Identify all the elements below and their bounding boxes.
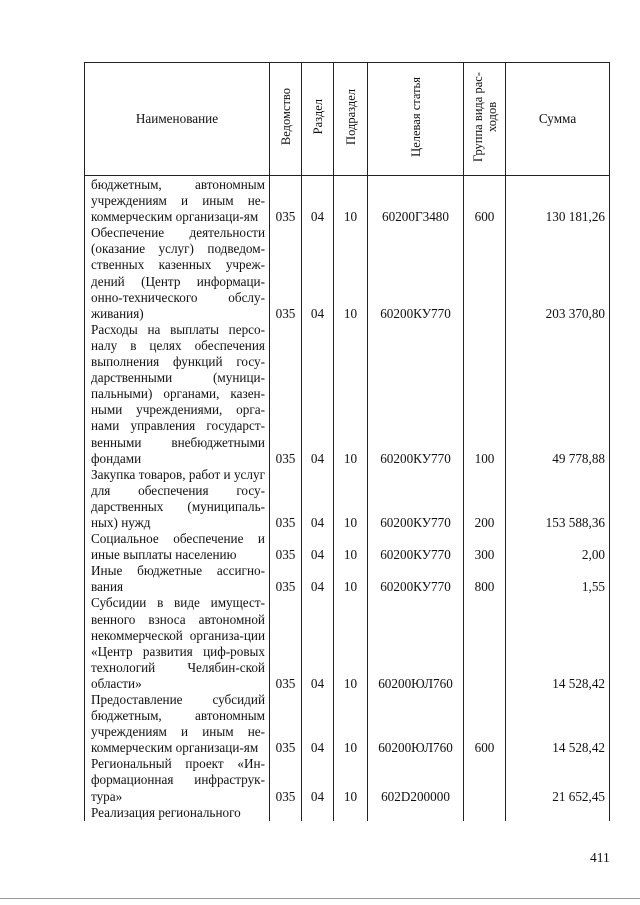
cell-gruppa xyxy=(464,805,506,821)
cell-podrazdel: 10 xyxy=(334,176,368,226)
table-body xyxy=(85,176,610,821)
cell-gruppa: 600 xyxy=(464,692,506,756)
table-row xyxy=(85,756,610,804)
cell-vedomstvo: 035 xyxy=(270,467,302,531)
cell-summa: 21 652,45 xyxy=(506,756,610,804)
table-header xyxy=(85,63,610,176)
bottom-divider xyxy=(0,898,640,899)
cell-summa: 130 181,26 xyxy=(506,176,610,226)
cell-celevaya-statya: 60200ЮЛ760 xyxy=(368,595,464,692)
cell-name: Реализация регионального xyxy=(85,805,270,821)
table-row xyxy=(85,225,610,322)
cell-name: бюджетным, автономным учреждениям и иным не-коммерческим организаци-ям xyxy=(85,176,270,226)
cell-celevaya-statya xyxy=(368,805,464,821)
cell-razdel: 04 xyxy=(302,467,334,531)
cell-name: Региональный проект «Ин-формационная инфраструк-тура» xyxy=(85,756,270,804)
cell-gruppa: 600 xyxy=(464,176,506,226)
cell-vedomstvo: 035 xyxy=(270,692,302,756)
cell-vedomstvo: 035 xyxy=(270,225,302,322)
budget-table xyxy=(84,62,610,821)
cell-summa: 14 528,42 xyxy=(506,692,610,756)
cell-podrazdel: 10 xyxy=(334,225,368,322)
cell-celevaya-statya: 60200КУ770 xyxy=(368,467,464,531)
table-row xyxy=(85,692,610,756)
header-vedomstvo: Ведомство xyxy=(270,63,302,176)
cell-celevaya-statya: 60200ЮЛ760 xyxy=(368,692,464,756)
table-row xyxy=(85,176,610,226)
cell-gruppa: 200 xyxy=(464,467,506,531)
cell-podrazdel: 10 xyxy=(334,467,368,531)
cell-summa xyxy=(506,805,610,821)
cell-razdel: 04 xyxy=(302,756,334,804)
cell-podrazdel: 10 xyxy=(334,595,368,692)
header-summa: Сумма xyxy=(506,63,610,176)
cell-celevaya-statya: 60200КУ770 xyxy=(368,531,464,563)
cell-summa: 203 370,80 xyxy=(506,225,610,322)
cell-name: Обеспечение деятельности (оказание услуг) подведом-ственных казенных учреж-дений (Центр информаци-онно-технического обслу-живания) xyxy=(85,225,270,322)
header-celevaya-statya: Целевая статья xyxy=(368,63,464,176)
header-podrazdel: Подраздел xyxy=(334,63,368,176)
cell-razdel: 04 xyxy=(302,595,334,692)
cell-razdel: 04 xyxy=(302,176,334,226)
cell-razdel: 04 xyxy=(302,225,334,322)
cell-podrazdel: 10 xyxy=(334,563,368,595)
table-row xyxy=(85,531,610,563)
cell-vedomstvo: 035 xyxy=(270,531,302,563)
cell-podrazdel: 10 xyxy=(334,692,368,756)
cell-razdel: 04 xyxy=(302,322,334,467)
cell-name: Предоставление субсидий бюджетным, автономным учреждениям и иным не-коммерческим организаци-ям xyxy=(85,692,270,756)
cell-vedomstvo xyxy=(270,805,302,821)
cell-gruppa xyxy=(464,225,506,322)
cell-podrazdel xyxy=(334,805,368,821)
cell-summa: 1,55 xyxy=(506,563,610,595)
table-row xyxy=(85,595,610,692)
header-razdel: Раздел xyxy=(302,63,334,176)
cell-celevaya-statya: 60200КУ770 xyxy=(368,225,464,322)
table-row xyxy=(85,322,610,467)
cell-podrazdel: 10 xyxy=(334,322,368,467)
cell-celevaya-statya: 60200КУ770 xyxy=(368,563,464,595)
cell-celevaya-statya: 602D200000 xyxy=(368,756,464,804)
cell-celevaya-statya: 60200КУ770 xyxy=(368,322,464,467)
cell-razdel: 04 xyxy=(302,563,334,595)
table-row xyxy=(85,467,610,531)
cell-name: Расходы на выплаты персо-налу в целях обеспечения выполнения функций госу-дарственными (муници-пальными) органами, казен-ными учреждениями, орга-нами управления государст-венными внебюджетными фондами xyxy=(85,322,270,467)
cell-razdel xyxy=(302,805,334,821)
cell-vedomstvo: 035 xyxy=(270,595,302,692)
cell-podrazdel: 10 xyxy=(334,531,368,563)
cell-gruppa: 100 xyxy=(464,322,506,467)
cell-razdel: 04 xyxy=(302,531,334,563)
cell-summa: 49 778,88 xyxy=(506,322,610,467)
cell-gruppa xyxy=(464,756,506,804)
cell-vedomstvo: 035 xyxy=(270,756,302,804)
cell-gruppa xyxy=(464,595,506,692)
cell-gruppa: 300 xyxy=(464,531,506,563)
cell-vedomstvo: 035 xyxy=(270,563,302,595)
cell-name: Закупка товаров, работ и услуг для обеспечения госу-дарственных (муниципаль-ных) нужд xyxy=(85,467,270,531)
cell-vedomstvo: 035 xyxy=(270,176,302,226)
cell-podrazdel: 10 xyxy=(334,756,368,804)
header-gruppa-vida-rashodov: Группа вида рас-ходов xyxy=(464,63,506,176)
header-name: Наименование xyxy=(85,63,270,176)
cell-gruppa: 800 xyxy=(464,563,506,595)
cell-summa: 153 588,36 xyxy=(506,467,610,531)
cell-name: Социальное обеспечение и иные выплаты населению xyxy=(85,531,270,563)
cell-razdel: 04 xyxy=(302,692,334,756)
cell-celevaya-statya: 60200Г3480 xyxy=(368,176,464,226)
cell-name: Иные бюджетные ассигно-вания xyxy=(85,563,270,595)
cell-vedomstvo: 035 xyxy=(270,322,302,467)
page-number: 411 xyxy=(590,850,610,865)
table-row xyxy=(85,805,610,821)
cell-summa: 14 528,42 xyxy=(506,595,610,692)
cell-summa: 2,00 xyxy=(506,531,610,563)
table-row xyxy=(85,563,610,595)
cell-name: Субсидии в виде имущест-венного взноса автономной некоммерческой организа-ции «Центр развития циф-ровых технологий Челябин-ской области» xyxy=(85,595,270,692)
